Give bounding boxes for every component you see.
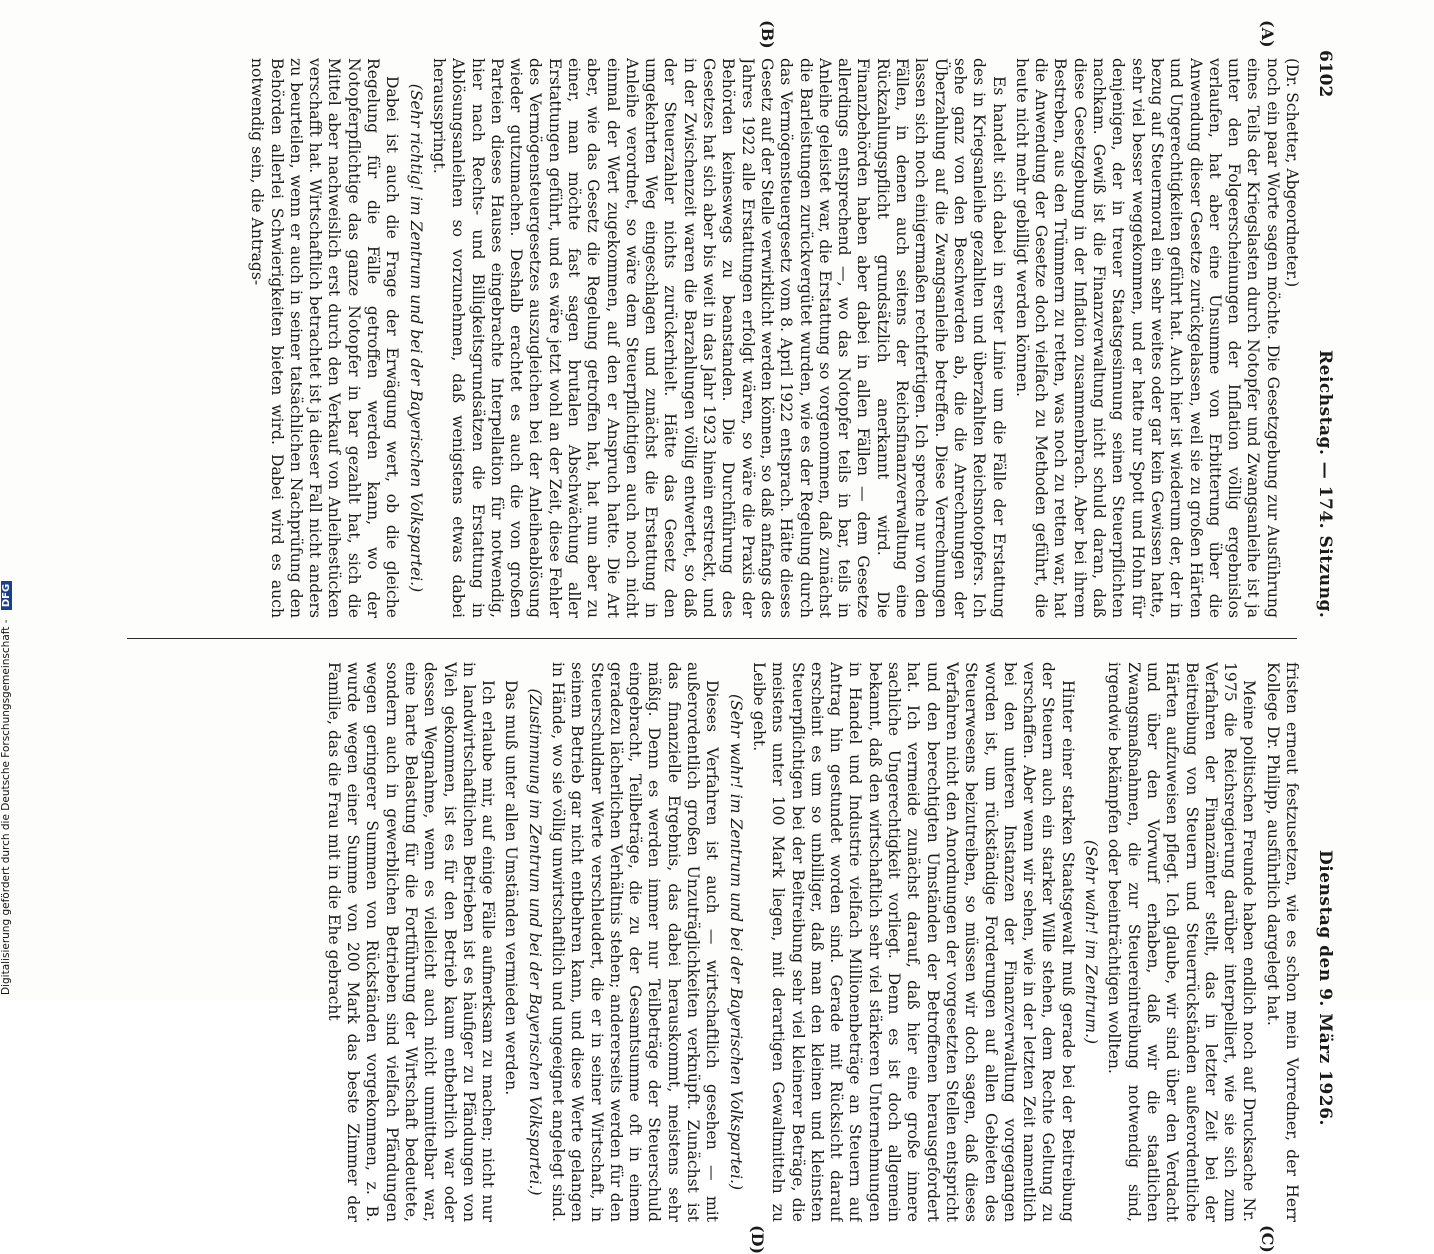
margin-marker-d: (D) <box>748 1225 767 1254</box>
text-column-left <box>125 58 1301 618</box>
text-column-right <box>125 662 1301 1222</box>
paragraph: Das muß unter allen Umständen vermieden werden. <box>502 680 521 1096</box>
column-divider <box>127 638 1297 639</box>
margin-marker-c: (C) <box>1258 1225 1277 1253</box>
paragraph: Hinter einer starken Staatsgewalt muß gerade bei der Beitreibung der Steuern auch ein starker Wille stehen, dem Rechte Geltung zu verschaffen. Aber wenn wir sehen, wie in der letzten Zeit namentlich bei den unteren Instanzen der Finanzverwaltung vorgegangen worden ist, um rückständige Forderungen auf allen Gebieten des Steuerwesens beizutreiben, so müssen wir doch sagen, daß dieses Verfahren nicht den Anordnungen der vorgesetzten Stellen entspricht und den berechtigten Umständen der Betroffenen herausgefordert hat. Ich vermeide zunächst darauf, daß hier eine große innere sachliche Ungerechtigkeit vorliegt. Denn es ist doch allgemein bekannt, daß den wirtschaftlich sehr viel stärkeren Unternehmungen in Handel und Industrie vielfach Millionenbeträge an Steuern auf Antrag hin gestundet worden sind. Gerade mit Rücksicht darauf erscheint es um so unbilliger, daß man den kleinen und kleinsten Steuerpflichtigen bei der Beitreibung sehr viel kleinerer Beträge, die meistens unter 100 Mark liegen, mit derartigen Gewaltmitteln zu Leibe geht. <box>749 662 1077 1222</box>
digitization-credit <box>0 0 16 995</box>
margin-marker-b: (B) <box>758 20 777 49</box>
paragraph: Dabei ist auch die Frage der Erwägung wert, ob die gleiche Regelung für die Fälle getroffen werden kann, wo der Notopferpflichtige das ganze Notopfer in bar gezahlt hat, sich die Mittel aber nachweislich erst durch den Verkauf von Anleihestücken verschafft hat. Wirtschaftlich betrachtet ist ja dieser Fall nicht anders zu beurteilen, wenn er auch in seiner tatsächlichen Nachprüfung den Behörden allerlei Schwierigkeiten bieten wird. Dabei wird es auch notwendig sein, die Antrags- <box>248 58 402 618</box>
speaker-line: (Dr. Schetter, Abgeordneter.) <box>1283 58 1301 288</box>
paragraph: Meine politischen Freunde haben endlich noch auf Drucksache Nr. 1975 die Reichsregierung darüber interpelliert, wie sie sich zum Verfahren der Finanzämter stellt, das in letzter Zeit bei der Beitreibung von Steuern und Steuerrückständen außerordentliche Härten aufzuweisen pflegt. Ich glaube, wir sind über den Verdacht und über den Vorwurf erhaben, daß wir die staatlichen Zwangsmaßnahmen, die zur Steuereintreibung notwendig sind, irgendwie bekämpfen oder beeinträchtigen wollten. <box>1105 662 1259 1222</box>
dfg-logo: DFG <box>1 581 12 610</box>
paragraph: noch ein paar Worte sagen möchte. Die Gesetzgebung zur Ausführung eines Teils der Kriegslasten durch Notopfer und Zwangsanleihe ist ja unter den Folgeerscheinungen der Inflation völlig ergebnislos verlaufen, hat aber eine Unsumme von Erbitterung über die Anwendung dieser Gesetze zurückgelassen, weil sie zu großen Härten und Ungerechtigkeiten geführt hat. Auch hier ist wiederum der, der in bezug auf Steuermoral ein sehr weites oder gar kein Gewissen hatte, sehr viel besser weggekommen, und er hatte nur Spott und Hohn für denjenigen, der in treuer Staatsgesinnung seinen Steuerpflichten nachkam. Gewiß ist die Finanzverwaltung nicht schuld daran, daß diese Gesetzgebung in der Inflation zusammenbrach. Aber bei ihrem Bestreben, aus den Trümmern zu retten, was noch zu retten war, hat die Anwendung der Gesetze doch vielfach zu Methoden geführt, die heute nicht mehr gebilligt werden können. <box>1012 58 1282 618</box>
rotated-page-content <box>117 20 1337 1254</box>
interjection: (Sehr wahr! im Zentrum.) <box>1082 839 1101 1045</box>
interjection: (Sehr wahr! im Zentrum und bei der Bayerischen Volkspartei.) <box>726 693 745 1191</box>
margin-marker-a: (A) <box>1258 20 1277 48</box>
paragraph: Dieses Verfahren ist auch — wirtschaftlich gesehen — mit außerordentlich großen Unzuträglichkeiten verknüpft. Zunächst ist das finanzielle Ergebnis, das dabei herauskommt, meistens sehr mäßig. Denn es werden immer nur Teilbeträge der Steuerschuld eingebracht, Teilbeträge, die zu der Gesamtsumme oft in einem geradezu lächerlichen Verhältnis stehen; andererseits werden für den Steuerschuldner Werte verschleudert, die er in seiner Wirtschaft, in seinem Betrieb gar nicht entbehren kann, und diese Werte gelangen in Hände, wo sie völlig unwirtschaftlich und ungeeignet angelegt sind. <box>549 662 722 1222</box>
paragraph: Ich erlaube mir, auf einige Fälle aufmerksam zu machen; nicht nur in landwirtschaftlichen Betrieben ist es häufiger zu Pfändungen von Vieh gekommen, ist es für den Betrieb kaum entbehrlich war oder dessen Wegnahme, wenn es vielleicht auch nicht unmittelbar war, eine harte Belastung für die Fortführung der Wirtschaft bedeutete, sondern auch in gewerblichen Betrieben sind vielfach Pfändungen wegen geringerer Summen von Rückständen vorgekommen, z. B. wurde wegen einer Summe von 200 Mark das beste Zimmer der Familie, das die Frau mit in die Ehe gebracht <box>324 662 498 1222</box>
session-title: Reichstag. — 174. Sitzung. <box>1315 350 1335 619</box>
credit-text: Digitalisierung gefördert durch die Deutsche Forschungsgemeinschaft - <box>0 619 12 995</box>
session-date: Dienstag den 9. März 1926. <box>1315 850 1335 1126</box>
interjection: (Sehr richtig! im Zentrum und bei der Bayerischen Volkspartei.) <box>406 83 425 593</box>
page-header <box>1309 50 1337 1250</box>
page-number: 6102 <box>1315 50 1335 98</box>
paragraph: Es handelt sich dabei in erster Linie um die Fälle der Erstattung des in Kriegsanleihe gezahlten und überzahlten Reichsnotopfers. Ich sehe ganz von den Beschwerden ab, die die Anrechnungen der Überzahlung auf die Zwangsanleihe betreffen. Diese Verrechnungen lassen sich noch einigermaßen rechtfertigen. Ich spreche nur von den Fällen, in denen auch seitens der Reichsfinanzverwaltung eine Rückzahlungspflicht grundsätzlich anerkannt wird. Die Finanzbehörden haben aber dabei in allen Fällen — dem Gesetze allerdings entsprechend —, wo das Notopfer teils in bar, teils in Anleihe geleistet war, die Erstattung so vorgenommen, daß zunächst die Barleistungen zurückvergütet wurden, wie es der Regelung durch das Vermögensteuergesetz vom 8. April 1922 entsprach. Hätte dieses Gesetz auf der Stelle verwirklicht werden können, so daß anfangs des Jahres 1922 alle Erstattungen erfolgt wären, so wäre die Praxis der Behörden keineswegs zu beanstanden. Die Durchführung des Gesetzes hat sich aber bis weit in das Jahr 1923 hinein erstreckt, und in der Zwischenzeit waren die Barzahlungen völlig entwertet, so daß der Steuerzahler nichts zurückerhielt. Hätte das Gesetz den umgekehrten Weg eingeschlagen und zunächst die Erstattung in Anleihe verordnet, so wäre dem Steuerpflichtigen auch noch nicht einmal der Wert zugekommen, auf den er Anspruch hatte. Die Art aber, wie das Gesetz die Regelung getroffen hat, hat nun aber zu einer, man möchte fast sagen brutalen Abschwächung aller Erstattungen geführt, und es wäre jetzt wohl an der Zeit, diese Fehler des Vermögensteuergesetzes auszugleichen bei der Anleiheablösung wieder gutzumachen. Deshalb erachtet es auch die von großen Parteien dieses Hauses eingebrachte Interpellation für notwendig, hier nach Rechts- und Billigkeitsgrundsätzen die Erstattung in Ablösungsanleihen so vorzunehmen, daß wenigstens etwas dabei herausspringt. <box>429 58 1008 618</box>
interjection: (Zustimmung im Zentrum und bei der Bayerischen Volkspartei.) <box>525 688 544 1196</box>
paragraph: fristen erneut festzusetzen, wie es schon mein Vorredner, der Herr Kollege Dr. Philipp, ausführlich dargelegt hat. <box>1263 662 1301 1222</box>
